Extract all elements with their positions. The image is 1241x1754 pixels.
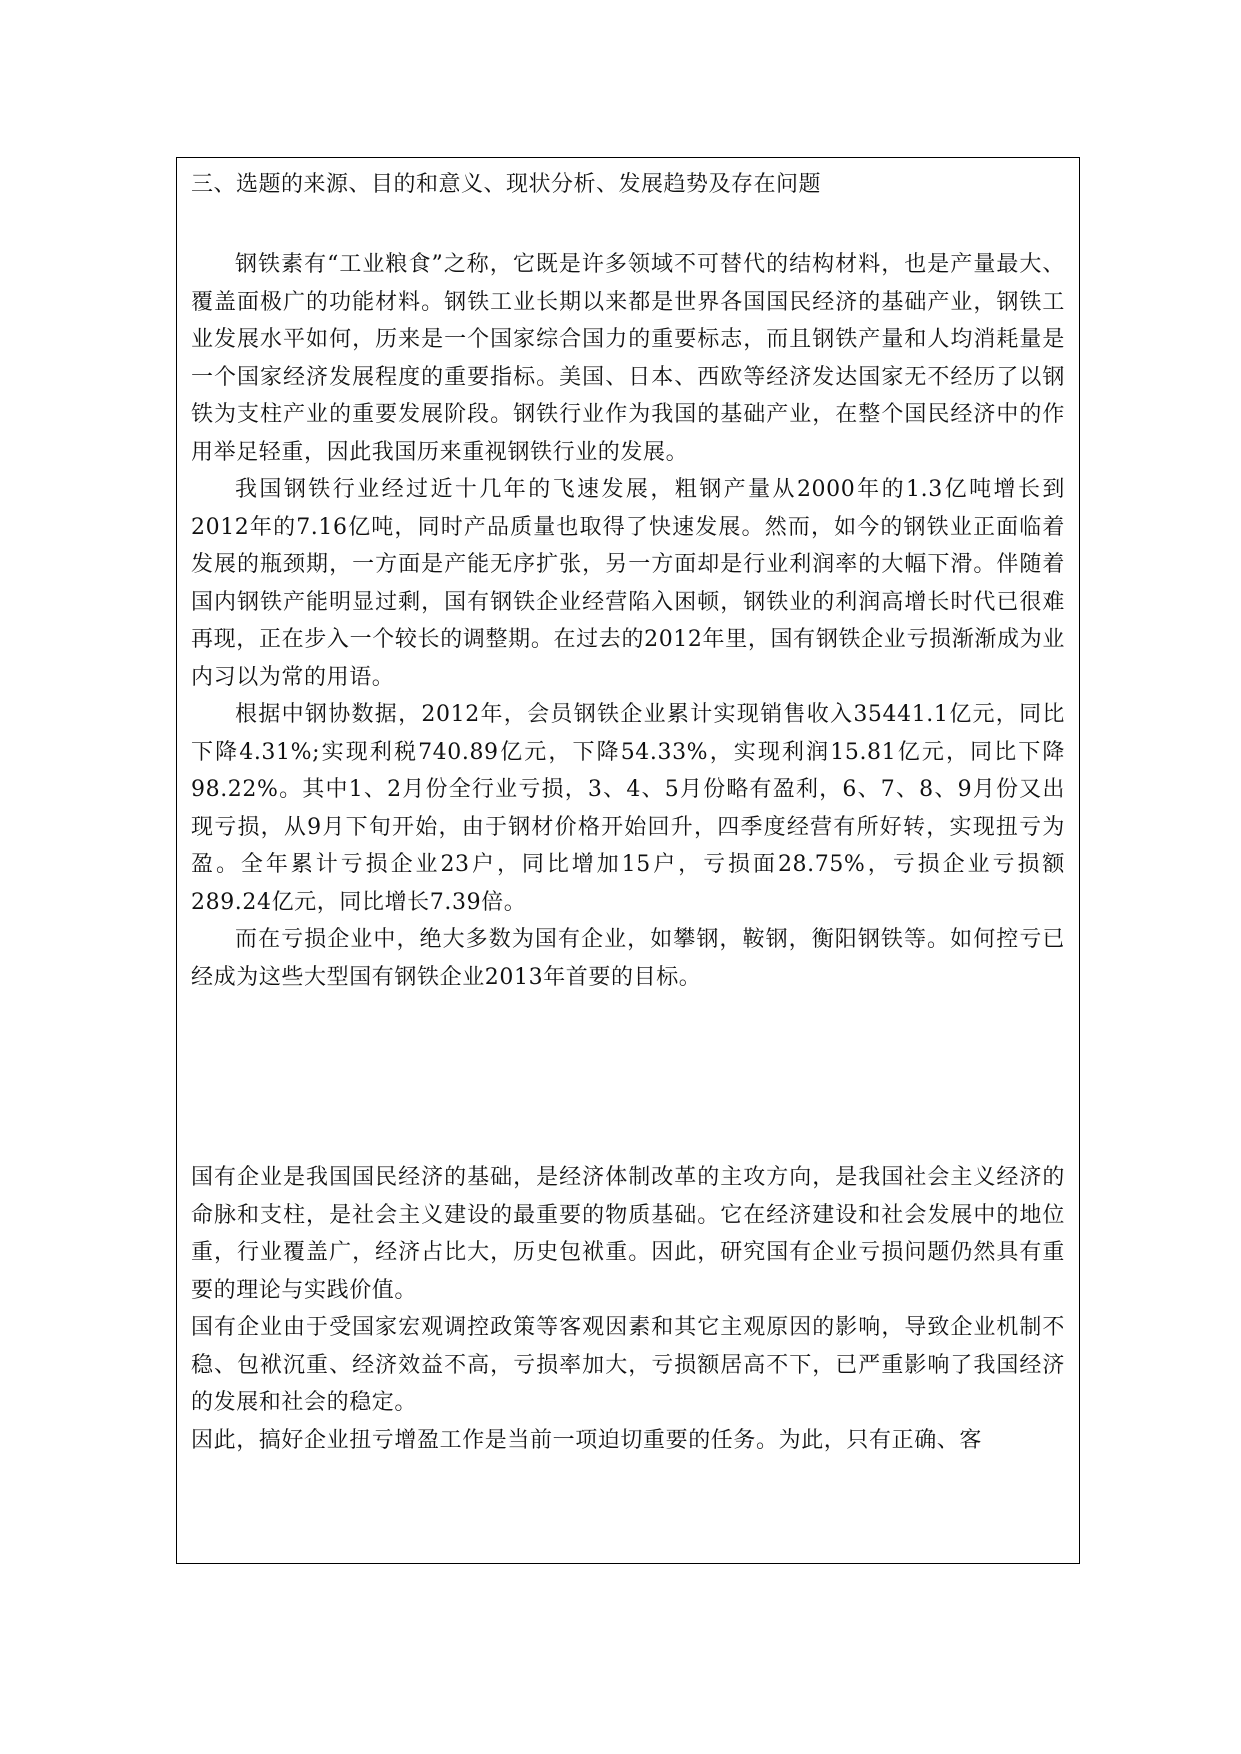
paragraph-state-owned-losses: 而在亏损企业中，绝大多数为国有企业，如攀钢，鞍钢，衡阳钢铁等。如何控亏已经成为这些大型国有钢铁企业2013年首要的目标。	[191, 927, 1065, 990]
paragraph-soe-problems: 国有企业由于受国家宏观调控政策等客观因素和其它主观原因的影响，导致企业机制不稳、包袱沉重、经济效益不高，亏损率加大，亏损额居高不下，已严重影响了我国经济的发展和社会的稳定。	[191, 1315, 1065, 1415]
blank-spacer	[191, 996, 1065, 1159]
paragraph-steel-importance: 钢铁素有“工业粮食”之称，它既是许多领域不可替代的结构材料，也是产量最大、覆盖面极广的功能材料。钢铁工业长期以来都是世界各国国民经济的基础产业，钢铁工业发展水平如何，历来是一个国家综合国力的重要标志，而且钢铁产量和人均消耗量是一个国家经济发展程度的重要指标。美国、日本、西欧等经济发达国家无不经历了以钢铁为支柱产业的重要发展阶段。钢铁行业作为我国的基础产业，在整个国民经济中的作用举足轻重，因此我国历来重视钢铁行业的发展。	[191, 252, 1065, 465]
paragraph-industry-development: 我国钢铁行业经过近十几年的飞速发展，粗钢产量从2000年的1.3亿吨增长到2012年的7.16亿吨，同时产品质量也取得了快速发展。然而，如今的钢铁业正面临着发展的瓶颈期，一方面是产能无序扩张，另一方面却是行业利润率的大幅下滑。伴随着国内钢铁产能明显过剩，国有钢铁企业经营陷入困顿，钢铁业的利润高增长时代已很难再现，正在步入一个较长的调整期。在过去的2012年里，国有钢铁企业亏损渐渐成为业内习以为常的用语。	[191, 477, 1065, 690]
section-heading: 三、选题的来源、目的和意义、现状分析、发展趋势及存在问题	[191, 172, 822, 197]
paragraph-soe-foundation: 国有企业是我国国民经济的基础，是经济体制改革的主攻方向，是我国社会主义经济的命脉和支柱，是社会主义建设的最重要的物质基础。它在经济建设和社会发展中的地位重，行业覆盖广，经济占比大，历史包袱重。因此，研究国有企业亏损问题仍然具有重要的理论与实践价值。	[191, 1165, 1065, 1303]
content-table-cell	[176, 157, 1080, 1564]
paragraph-association-data: 根据中钢协数据，2012年，会员钢铁企业累计实现销售收入35441.1亿元，同比下降4.31%;实现利税740.89亿元，下降54.33%，实现利润15.81亿元，同比下降98.22%。其中1、2月份全行业亏损，3、4、5月份略有盈利，6、7、8、9月份又出现亏损，从9月下旬开始，由于钢材价格开始回升，四季度经营有所好转，实现扭亏为盈。全年累计亏损企业23户，同比增加15户，亏损面28.75%，亏损企业亏损额289.24亿元，同比增长7.39倍。	[191, 702, 1065, 915]
paragraph-conclusion-start: 因此，搞好企业扭亏增盈工作是当前一项迫切重要的任务。为此，只有正确、客	[191, 1427, 983, 1453]
